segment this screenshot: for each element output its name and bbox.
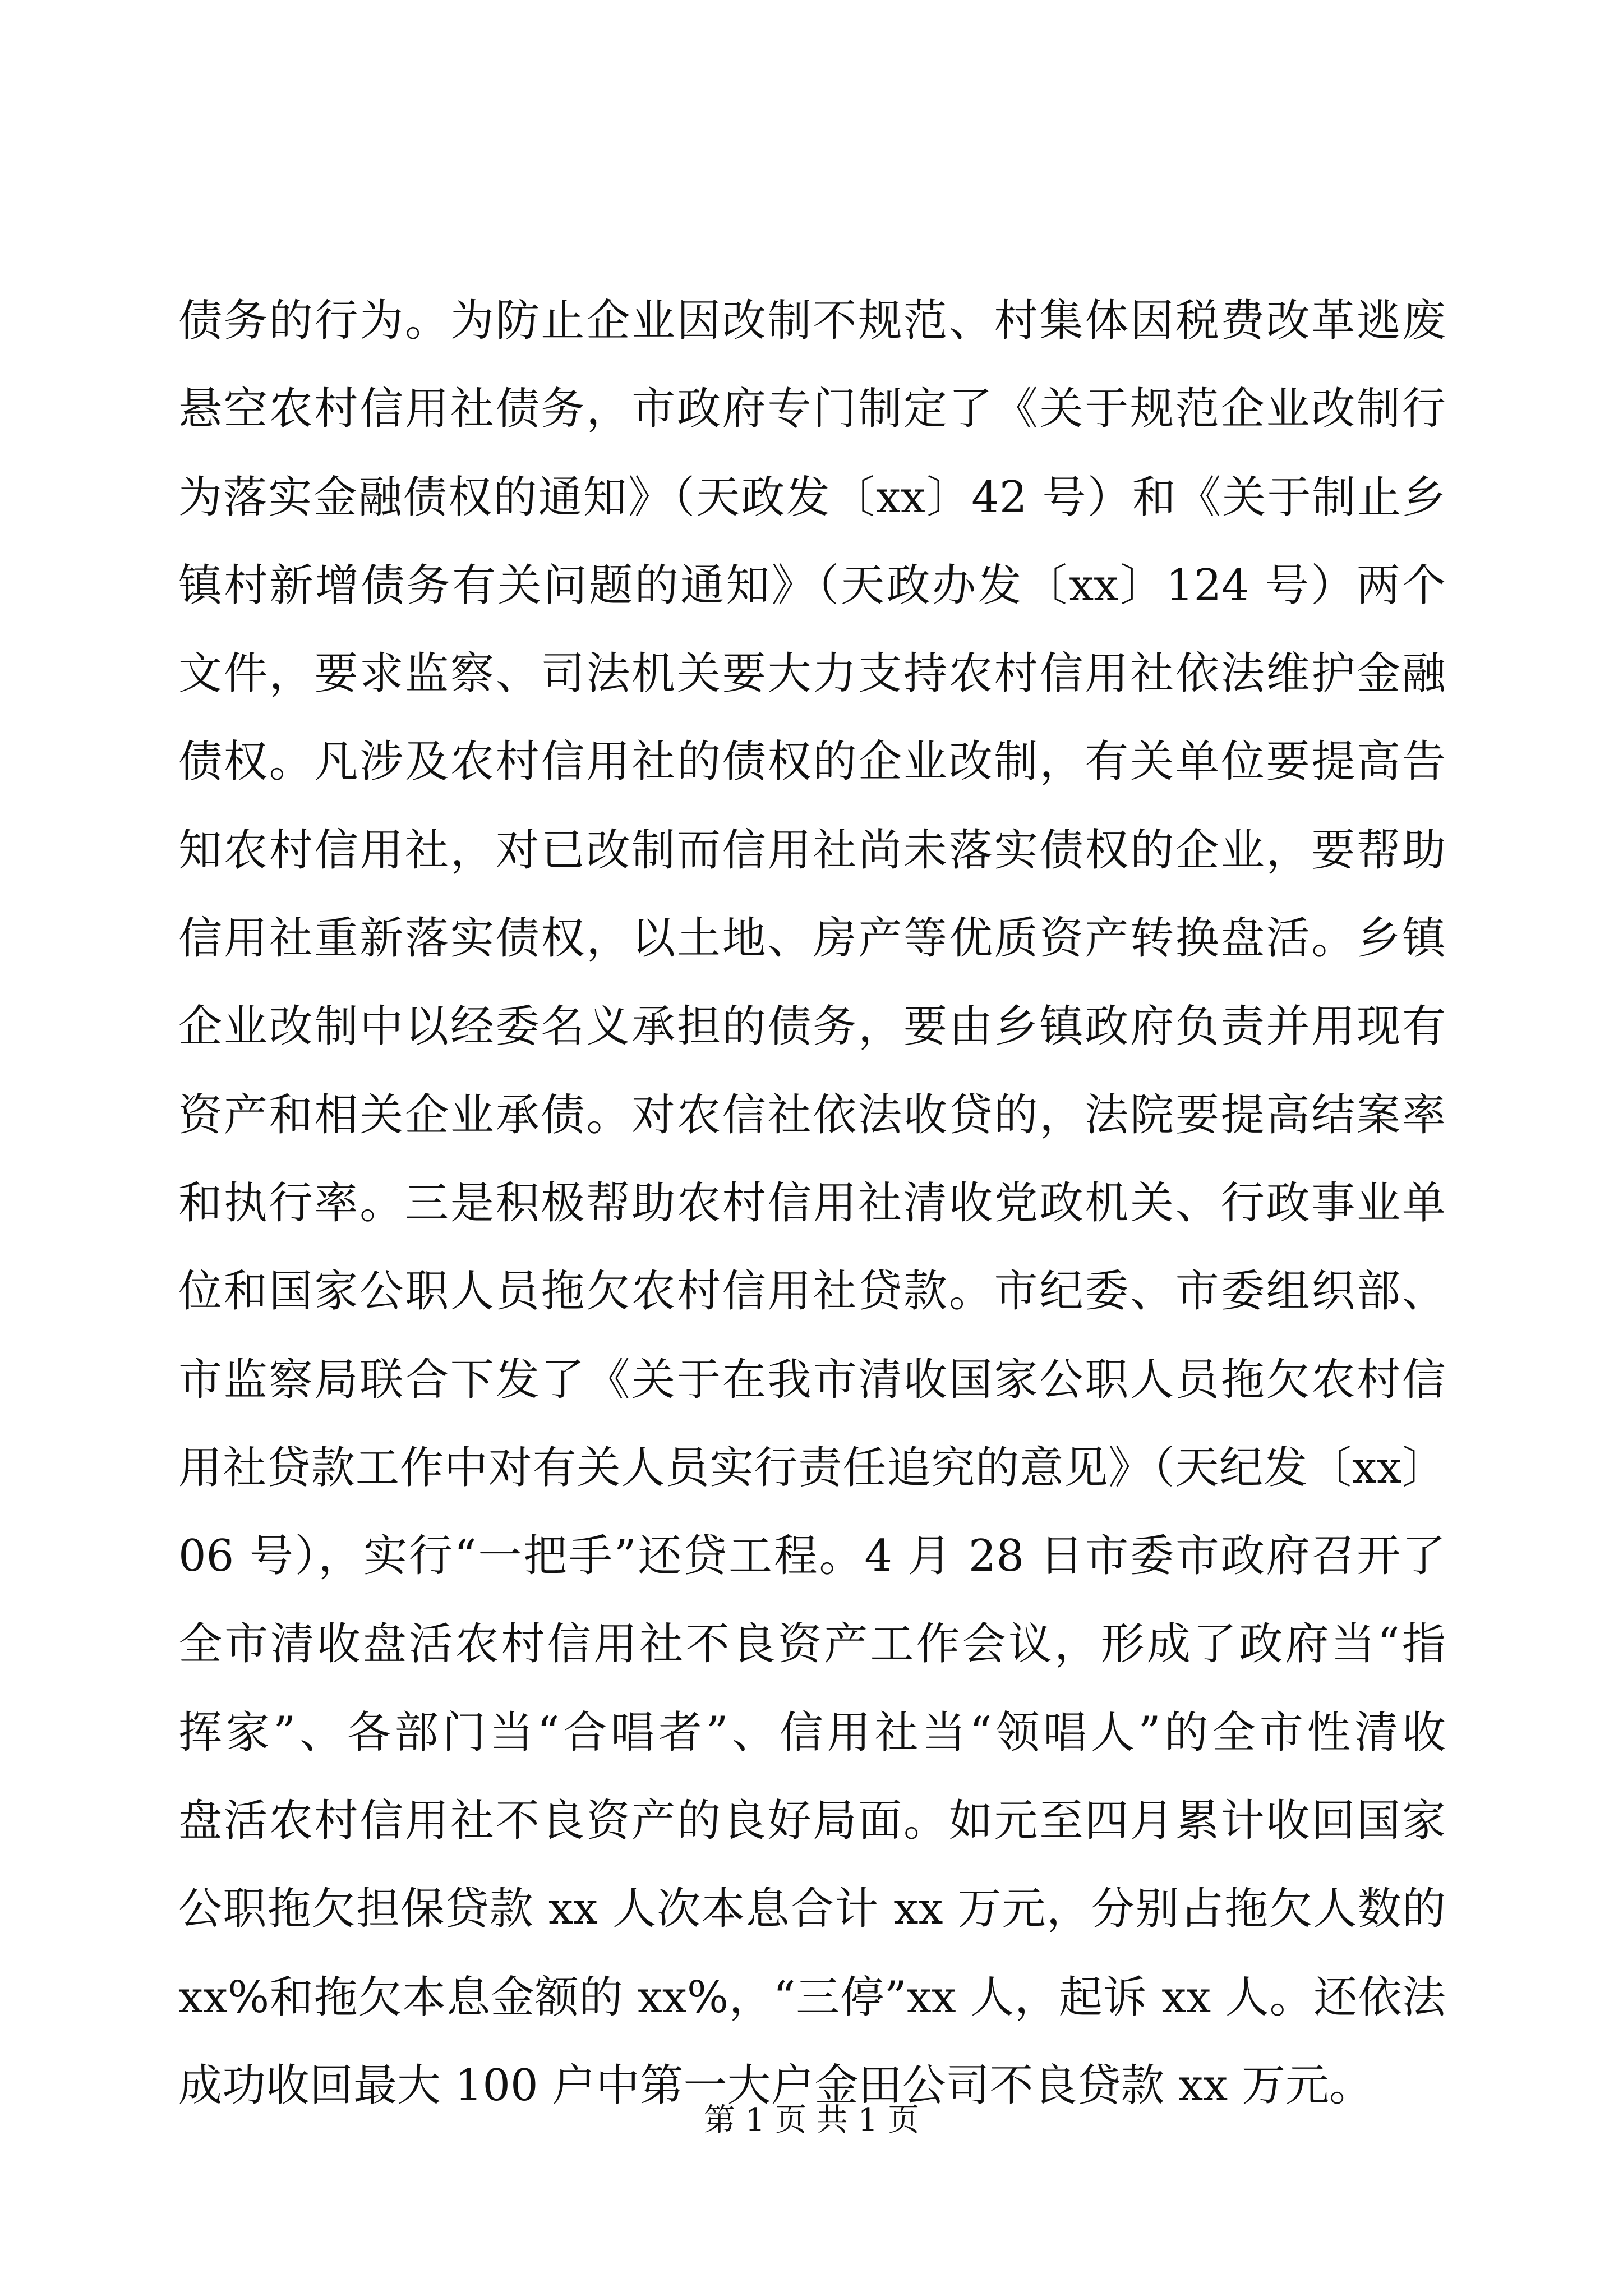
text-line: 挥家”、各部门当“合唱者”、信用社当“领唱人”的全市性清收 (178, 1707, 1446, 1758)
text-line: 公职拖欠担保贷款 xx 人次本息合计 xx 万元，分别占拖欠人数的 (178, 1884, 1446, 1935)
text-line: 全市清收盘活农村信用社不良资产工作会议，形成了政府当“指 (178, 1619, 1446, 1670)
text-line: xx%和拖欠本息金额的 xx%，“三停”xx 人，起诉 xx 人。还依法 (178, 1972, 1446, 2023)
text-line: 债务的行为。为防止企业因改制不规范、村集体因税费改革逃废 (178, 296, 1446, 346)
text-line: 盘活农村信用社不良资产的良好局面。如元至四月累计收回国家 (178, 1796, 1446, 1847)
body-text (178, 277, 1446, 2130)
text-line: 成功收回最大 100 户中第一大户金田公司不良贷款 xx 万元。 (178, 2060, 1373, 2111)
text-line: 债权。凡涉及农村信用社的债权的企业改制，有关单位要提高告 (178, 737, 1446, 788)
text-line: 文件，要求监察、司法机关要大力支持农村信用社依法维护金融 (178, 648, 1446, 700)
text-line: 知农村信用社，对已改制而信用社尚未落实债权的企业，要帮助 (178, 825, 1446, 876)
text-line: 企业改制中以经委名义承担的债务，要由乡镇政府负责并用现有 (178, 1001, 1446, 1052)
text-line: 悬空农村信用社债务，市政府专门制定了《关于规范企业改制行 (178, 384, 1446, 435)
text-line: 和执行率。三是积极帮助农村信用社清收党政机关、行政事业单 (178, 1177, 1446, 1228)
text-line: 06 号），实行“一把手”还贷工程。4 月 28 日市委市政府召开了 (178, 1531, 1446, 1582)
page-number-label: 第 1 页 共 1 页 (703, 2102, 920, 2138)
text-line: 用社贷款工作中对有关人员实行责任追究的意见》（天纪发〔xx〕 (178, 1442, 1446, 1493)
text-line: 为落实金融债权的通知》（天政发〔xx〕42 号）和《关于制止乡 (178, 472, 1446, 523)
text-line: 市监察局联合下发了《关于在我市清收国家公职人员拖欠农村信 (178, 1354, 1446, 1405)
text-line: 位和国家公职人员拖欠农村信用社贷款。市纪委、市委组织部、 (178, 1266, 1446, 1317)
text-line: 镇村新增债务有关问题的通知》（天政办发〔xx〕124 号）两个 (178, 560, 1446, 611)
page-footer (0, 2098, 1623, 2143)
text-line: 信用社重新落实债权，以土地、房产等优质资产转换盘活。乡镇 (178, 913, 1446, 964)
text-line: 资产和相关企业承债。对农信社依法收贷的，法院要提高结案率 (178, 1089, 1446, 1140)
